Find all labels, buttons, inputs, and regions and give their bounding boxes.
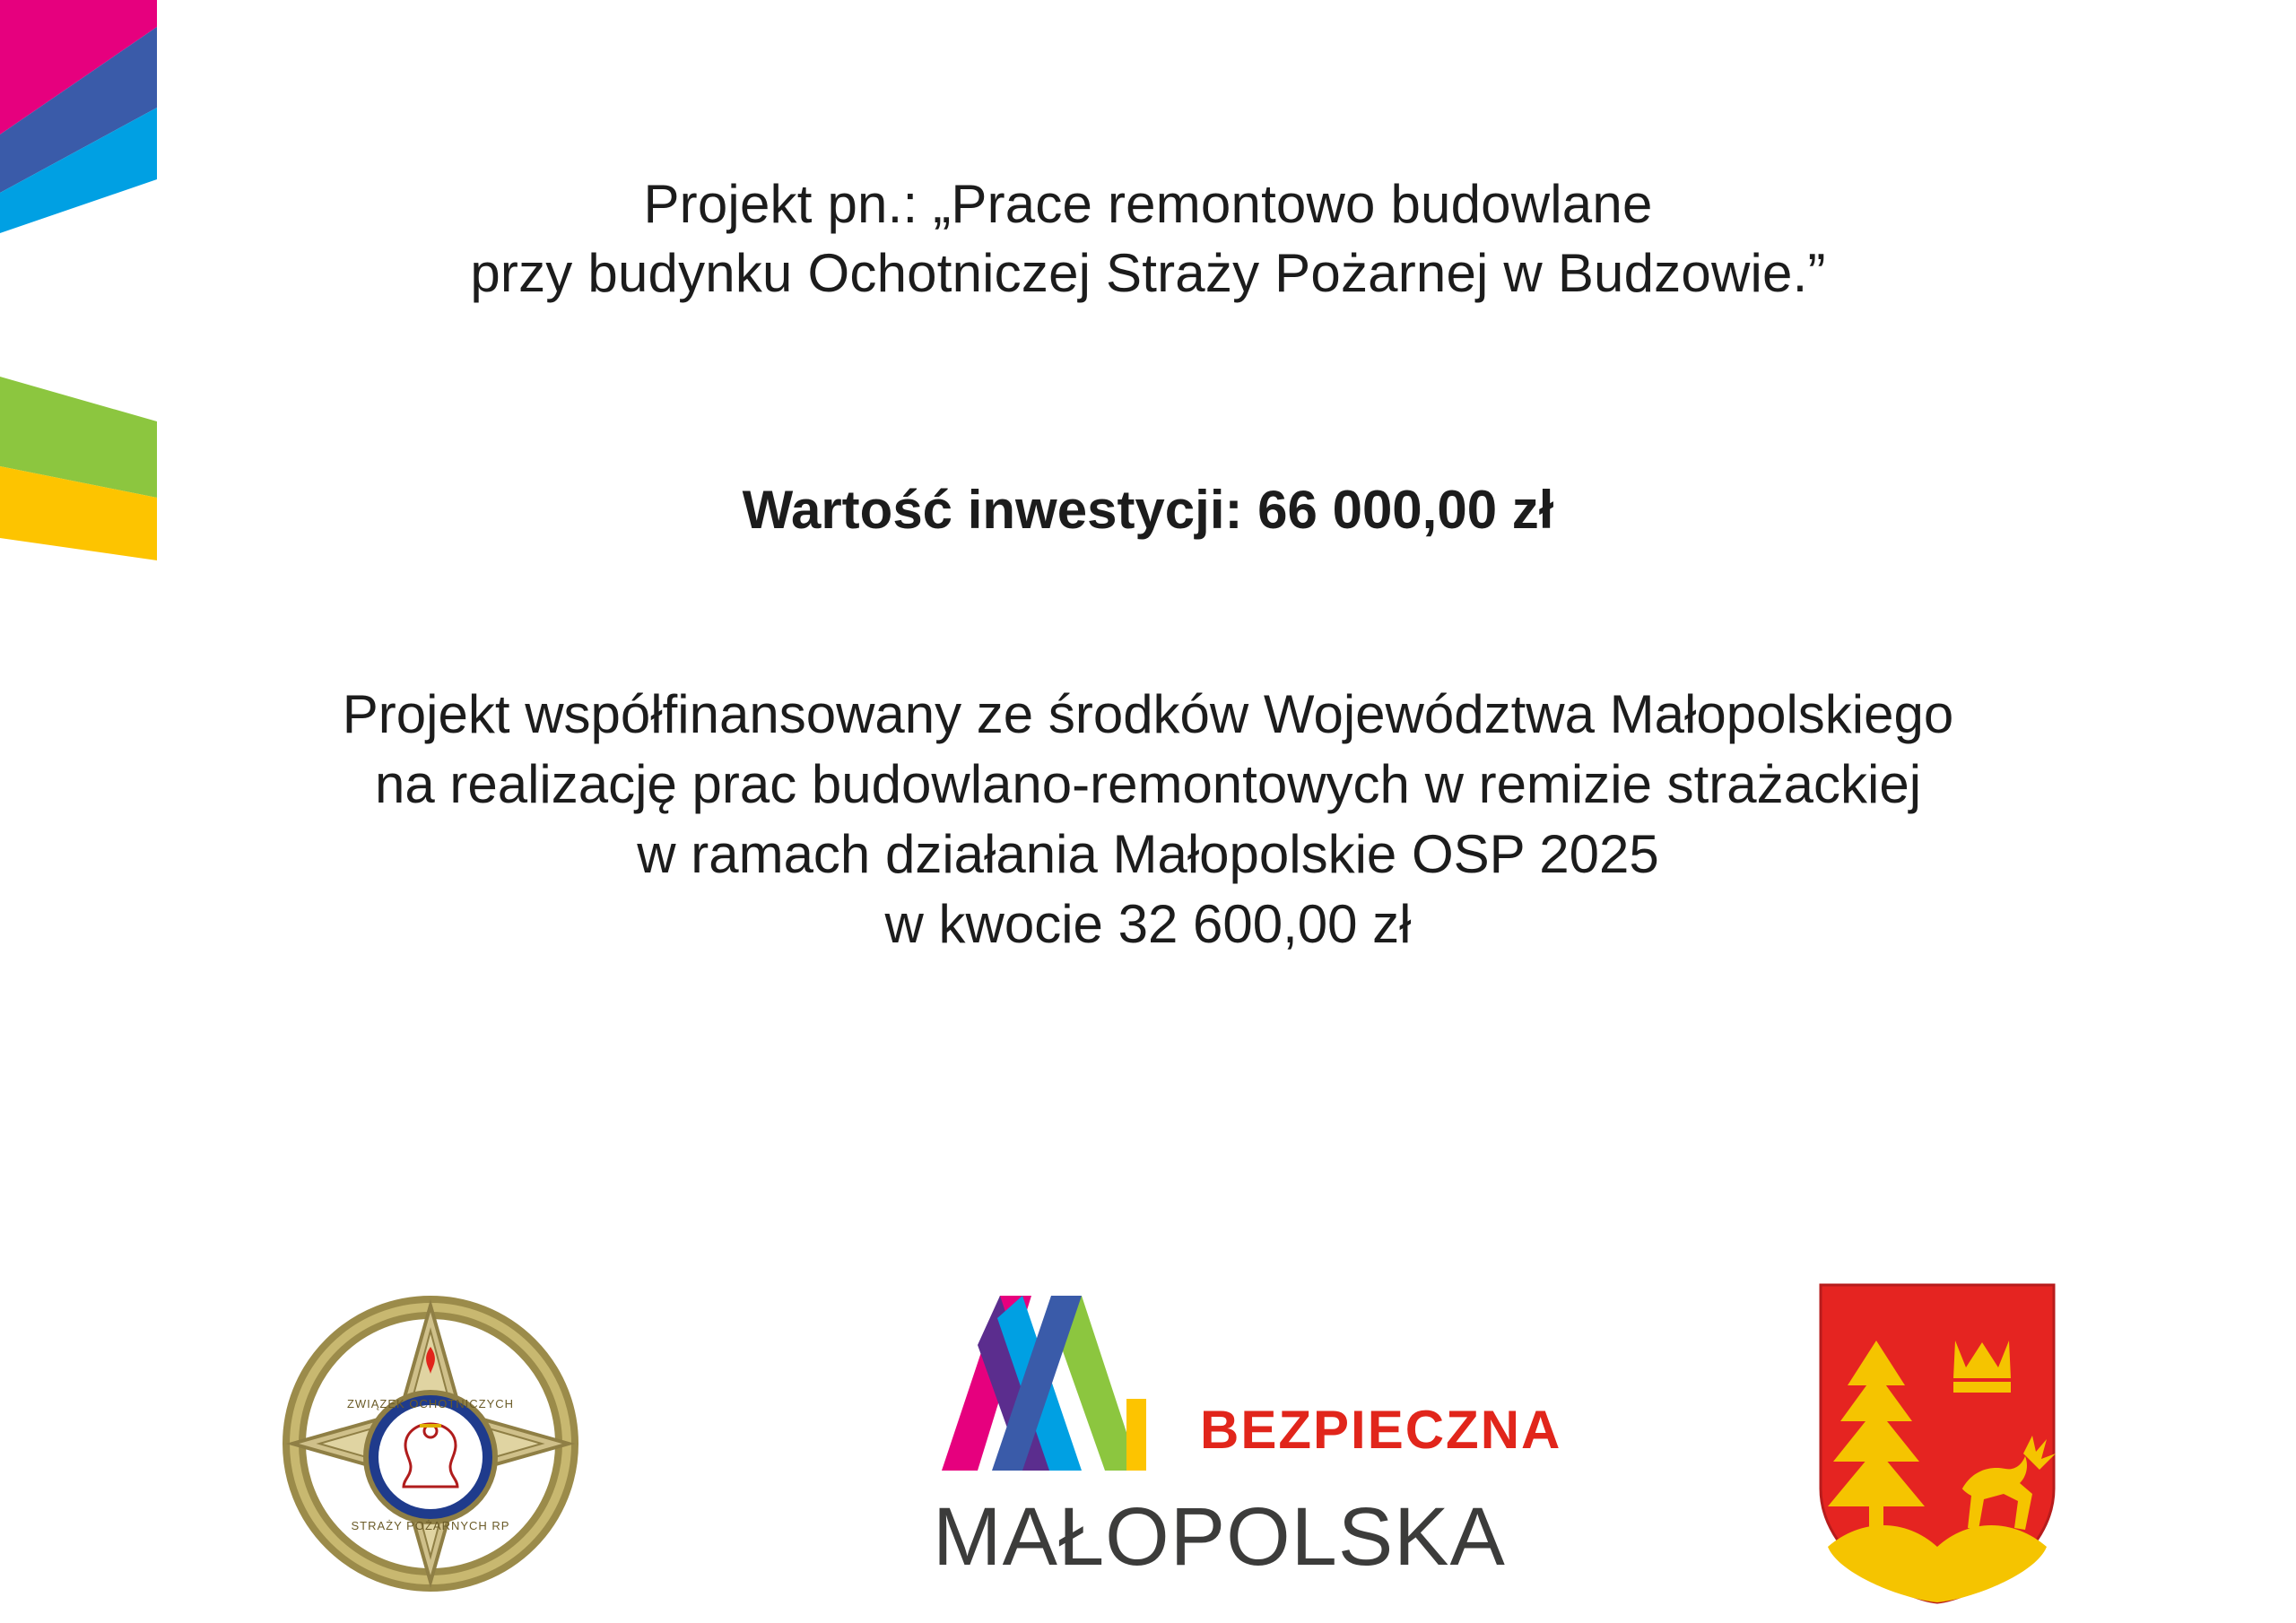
cofinancing-statement (0, 541, 2296, 959)
osp-eagle (404, 1424, 457, 1487)
malopolska-logo (915, 1264, 1596, 1596)
cofinance-line-4: w kwocie 32 600,00 zł (884, 893, 1412, 954)
page-title (0, 0, 2296, 308)
osp-text-top: ZWIĄZEK OCHOTNICZYCH (346, 1397, 515, 1410)
malopolska-m-mark (942, 1296, 1146, 1471)
cofinance-line-1: Projekt współfinansowany ze środków Województwa Małopolskiego (342, 683, 1954, 744)
cofinance-line-3: w ramach działania Małopolskie OSP 2025 (637, 823, 1659, 884)
investment-value: Wartość inwestycji: 66 000,00 zł (742, 479, 1554, 540)
project-title-line-1: Projekt pn.: „Prace remontowo budowlane (643, 174, 1653, 234)
osp-emblem-logo (269, 1282, 592, 1605)
gmina-crest-logo (1812, 1278, 2063, 1610)
project-title-line-2: przy budynku Ochotniczej Straży Pożarnej w Budzowie.” (470, 242, 1826, 303)
logo-row (0, 1246, 2296, 1623)
malopolska-tagline: BEZPIECZNA (1200, 1400, 1562, 1460)
malopolska-wordmark: MAŁOPOLSKA (933, 1491, 1506, 1583)
cofinance-line-2: na realizację prac budowlano-remontowych w remizie strażackiej (374, 753, 1922, 814)
osp-text-bottom: STRAŻY POŻARNYCH RP (351, 1519, 510, 1532)
